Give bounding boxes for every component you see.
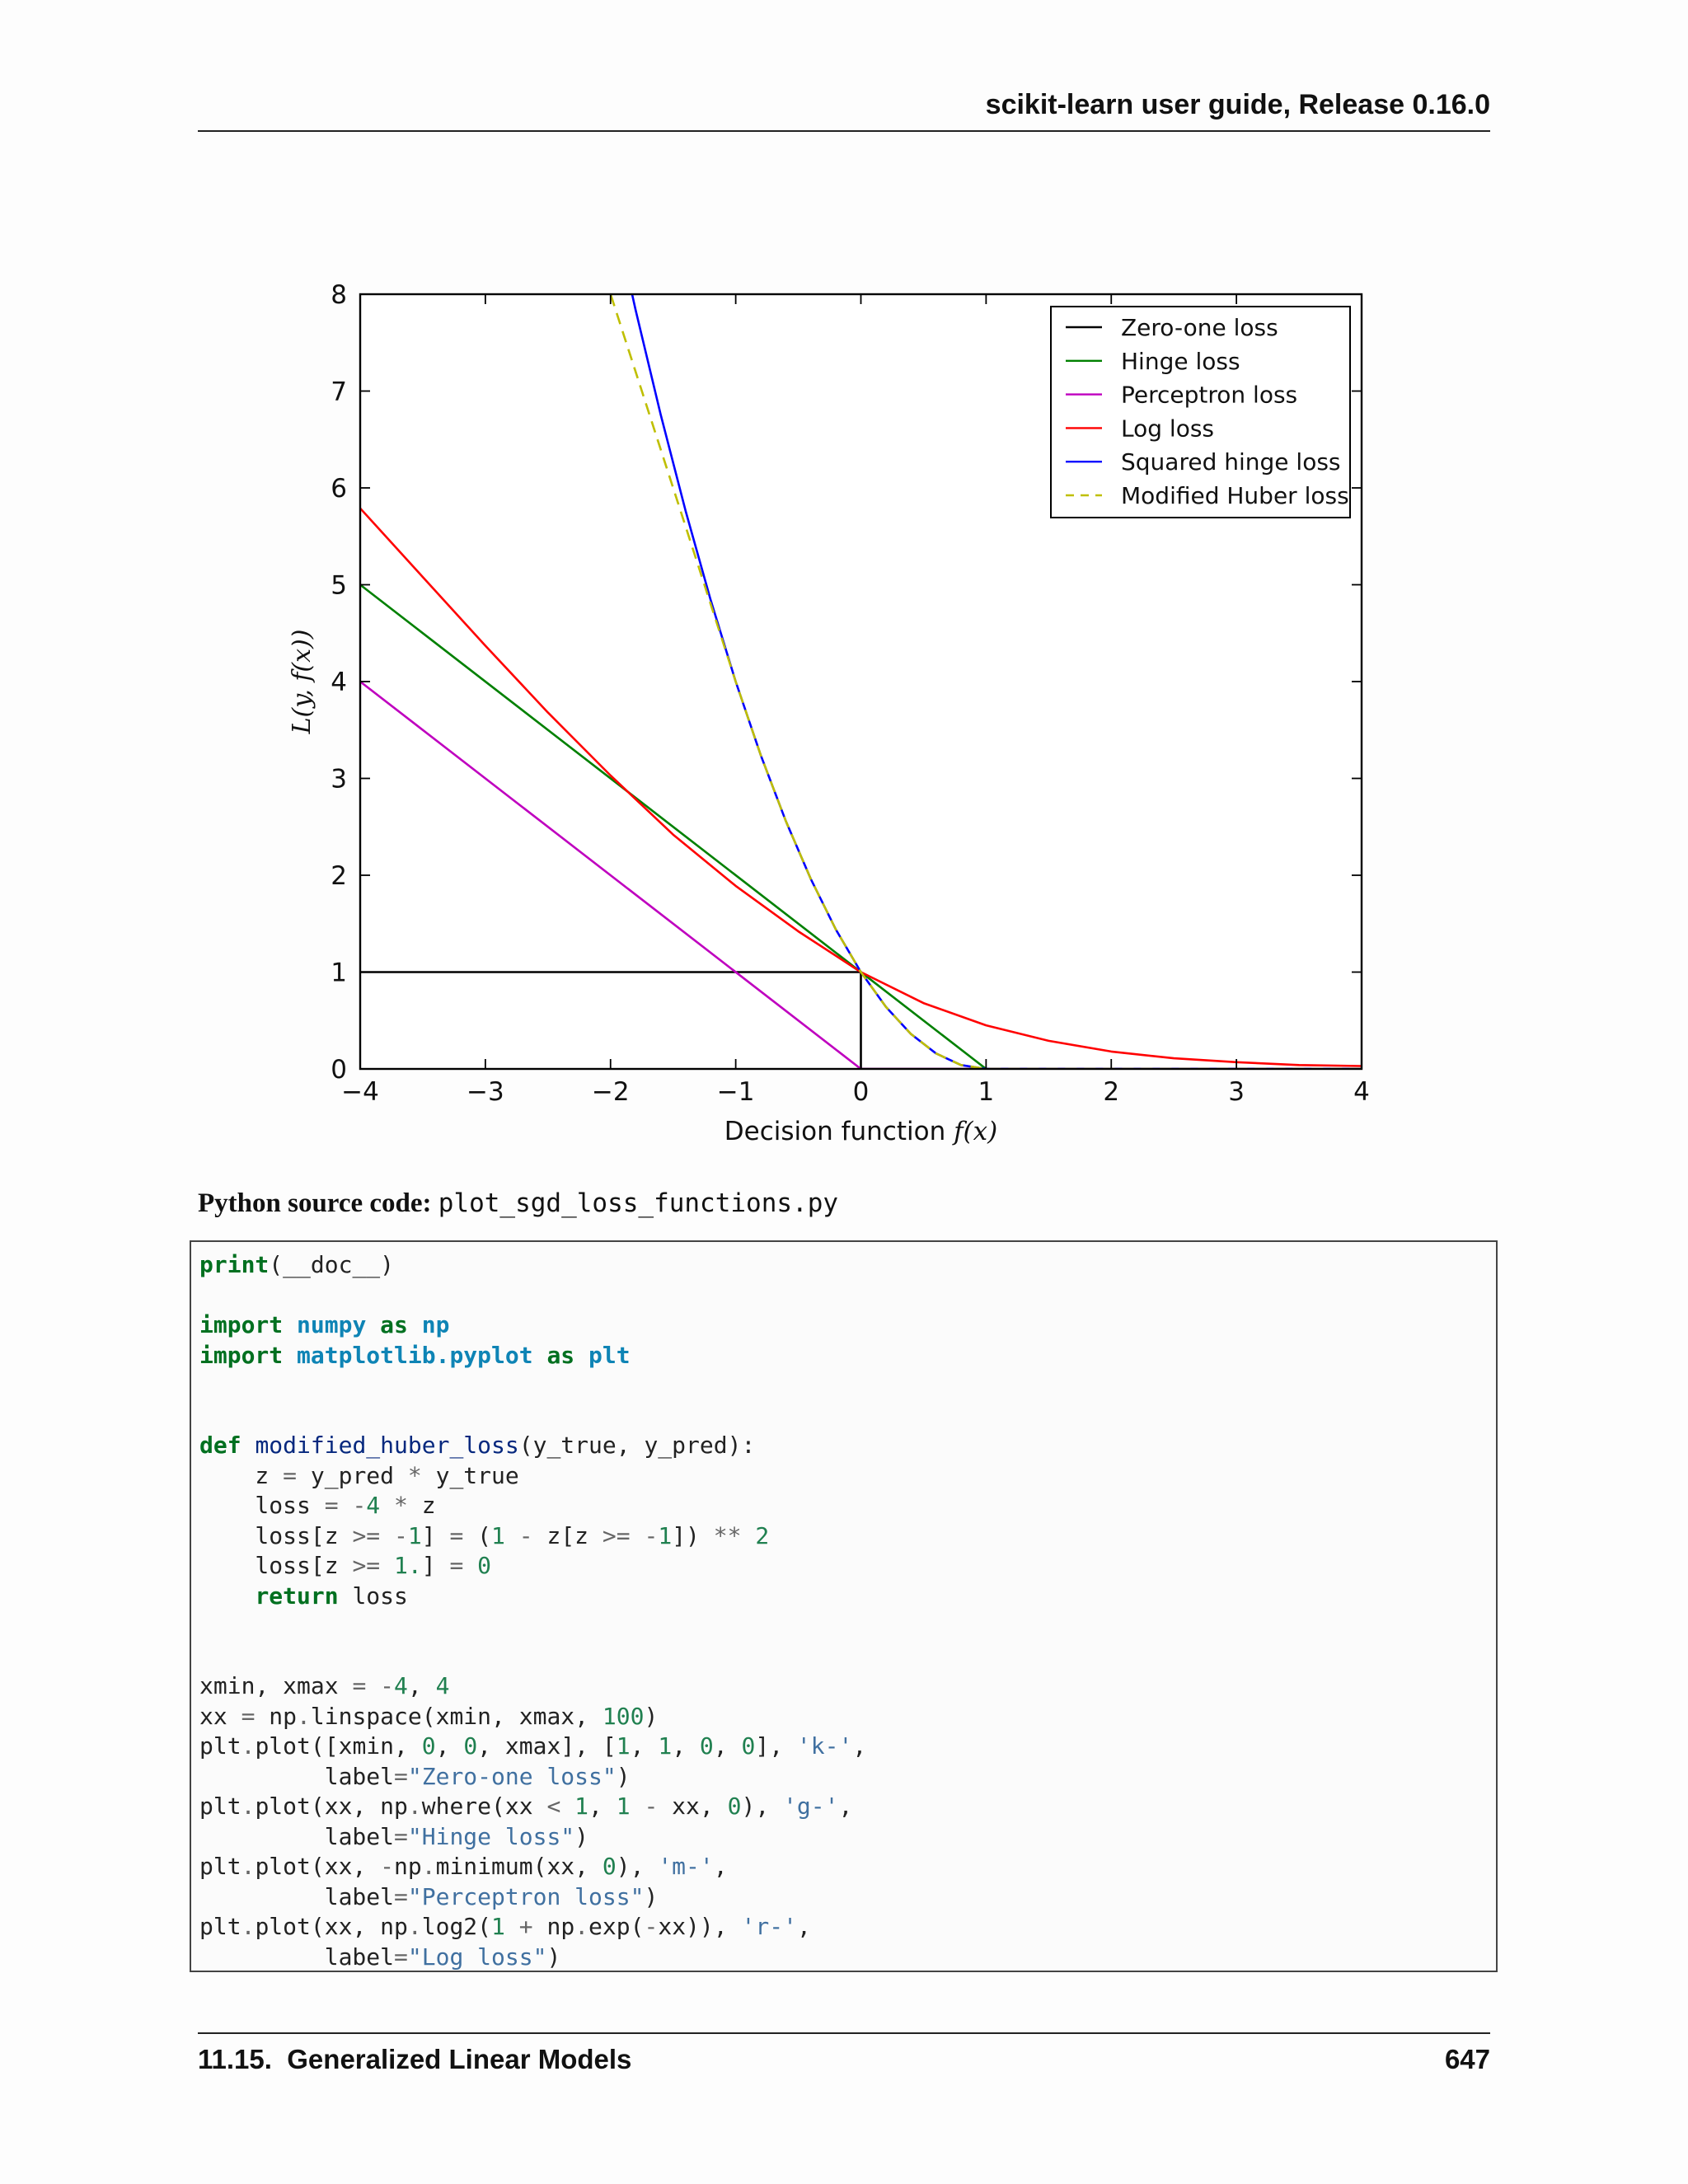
code-token: ,	[852, 1732, 867, 1760]
y-tick-label: 5	[331, 570, 347, 601]
code-token: .	[407, 1793, 422, 1820]
code-token: =	[394, 1762, 408, 1790]
code-token: z	[199, 1461, 284, 1489]
y-tick-label: 8	[331, 280, 347, 310]
code-token: y_pred	[297, 1461, 408, 1489]
code-token: as	[380, 1311, 408, 1338]
y-tick-label: 0	[331, 1055, 347, 1085]
legend-label: Hinge loss	[1121, 347, 1240, 375]
code-token: 2	[755, 1521, 770, 1549]
code-token: 1	[616, 1793, 631, 1820]
code-token: matplotlib.pyplot	[297, 1341, 533, 1369]
code-token: print	[199, 1251, 270, 1278]
code-token: "Hinge loss"	[407, 1822, 575, 1850]
loss-functions-plot	[272, 264, 1393, 1154]
code-token: 0	[477, 1552, 492, 1579]
code-token: 1	[491, 1913, 505, 1940]
code-line	[199, 1792, 1496, 1822]
x-axis-label-text: Decision function	[724, 1117, 954, 1146]
code-token: *	[407, 1461, 422, 1489]
code-token: .	[574, 1913, 589, 1940]
code-token: 1.	[394, 1552, 422, 1579]
code-token: ]	[421, 1552, 450, 1579]
x-tick-label: −4	[341, 1077, 379, 1107]
y-tick-label: 7	[331, 377, 347, 407]
code-token: loss[z	[199, 1521, 353, 1549]
x-tick-label: 2	[1103, 1077, 1120, 1107]
code-token: 0	[463, 1732, 478, 1760]
x-tick-label: −2	[591, 1077, 630, 1107]
code-token: =	[449, 1521, 464, 1549]
code-token: label	[199, 1822, 395, 1850]
code-token: plot(xx,	[255, 1853, 381, 1880]
code-token: ,	[838, 1793, 853, 1820]
code-line	[199, 1521, 1496, 1552]
code-token: =	[283, 1461, 298, 1489]
code-token: y_true	[421, 1461, 519, 1489]
code-token: plt	[199, 1732, 241, 1760]
code-token: =	[449, 1552, 464, 1579]
code-line	[199, 1281, 1496, 1311]
code-line	[199, 1762, 1496, 1793]
code-token	[366, 1672, 380, 1699]
code-token: xx)),	[658, 1913, 742, 1940]
code-token: 1	[616, 1732, 631, 1760]
legend-label: Log loss	[1121, 415, 1214, 443]
code-line	[199, 1943, 1496, 1973]
code-token: =	[394, 1943, 408, 1971]
code-line	[199, 1912, 1496, 1943]
source-caption	[198, 1188, 838, 1219]
code-token: label	[199, 1882, 395, 1910]
code-token: -	[380, 1853, 395, 1880]
code-token: loss	[199, 1492, 325, 1519]
code-token: minimum(xx,	[435, 1853, 603, 1880]
code-line	[199, 1852, 1496, 1882]
page-number: 647	[1444, 2044, 1490, 2074]
code-token	[366, 1311, 380, 1338]
code-token: log2(	[421, 1913, 492, 1940]
code-token: ,	[435, 1732, 464, 1760]
code-token: .	[297, 1702, 311, 1730]
code-token: ,	[407, 1672, 436, 1699]
code-token: 'm-'	[658, 1853, 714, 1880]
code-token	[408, 1311, 422, 1338]
code-token	[241, 1432, 256, 1459]
code-token: +	[518, 1913, 533, 1940]
code-token: np	[394, 1853, 422, 1880]
code-line	[199, 1732, 1496, 1762]
code-token: 1	[574, 1793, 589, 1820]
legend-label: Zero-one loss	[1121, 314, 1278, 341]
code-token: where(xx	[421, 1793, 547, 1820]
code-line	[199, 1310, 1496, 1341]
footer-section: 11.15. Generalized Linear Models	[198, 2044, 632, 2074]
code-token: plt	[199, 1853, 241, 1880]
code-token	[283, 1342, 297, 1369]
x-axis-label	[724, 1117, 997, 1146]
code-line	[199, 1551, 1496, 1582]
code-token: label	[199, 1762, 395, 1790]
code-token: 0	[727, 1793, 742, 1820]
code-line	[199, 1642, 1496, 1672]
code-token: -	[352, 1492, 367, 1519]
code-token: 4	[366, 1492, 381, 1519]
legend-label: Modified Huber loss	[1121, 482, 1349, 509]
code-token: )	[616, 1762, 631, 1790]
code-token: (__doc__)	[269, 1251, 395, 1278]
code-token	[339, 1492, 353, 1519]
code-token	[631, 1522, 645, 1549]
code-token: ),	[741, 1793, 784, 1820]
code-token: 1	[407, 1521, 422, 1549]
code-token: -	[518, 1521, 533, 1549]
code-token: 1	[658, 1732, 673, 1760]
code-line	[199, 1882, 1496, 1913]
code-token: ])	[672, 1521, 714, 1549]
code-token: 'k-'	[796, 1732, 853, 1760]
code-token: as	[546, 1341, 575, 1369]
code-token: plt	[199, 1913, 241, 1940]
code-token: =	[352, 1672, 367, 1699]
code-token	[380, 1492, 394, 1519]
code-block	[190, 1240, 1498, 1972]
code-token: =	[394, 1822, 408, 1850]
code-token: np	[532, 1913, 575, 1940]
code-line	[199, 1341, 1496, 1371]
x-tick-label: 3	[1228, 1077, 1245, 1107]
x-tick-label: 0	[852, 1077, 870, 1107]
x-tick-label: 1	[978, 1077, 995, 1107]
code-token: "Log loss"	[407, 1943, 547, 1971]
code-token: >=	[352, 1521, 381, 1549]
code-token	[505, 1913, 519, 1940]
y-axis-label: L(y, f(x))	[288, 629, 316, 734]
code-token: =	[241, 1702, 256, 1730]
code-token: .	[241, 1853, 256, 1880]
code-token: .	[241, 1913, 256, 1940]
code-line	[199, 1582, 1496, 1612]
code-line	[199, 1611, 1496, 1642]
code-token: <	[546, 1793, 561, 1820]
x-tick-label: −3	[467, 1077, 504, 1107]
code-token: 4	[435, 1672, 450, 1699]
code-token	[574, 1342, 588, 1369]
code-token: .	[241, 1793, 256, 1820]
code-token: import	[199, 1311, 284, 1338]
code-token: ,	[713, 1853, 728, 1880]
code-token	[283, 1311, 297, 1338]
code-token: >=	[602, 1521, 631, 1549]
code-token: "Zero-one loss"	[407, 1762, 617, 1790]
code-token: 100	[602, 1702, 645, 1730]
code-line	[199, 1491, 1496, 1521]
code-token: )	[644, 1882, 659, 1910]
code-token: .	[421, 1853, 436, 1880]
code-token: 'g-'	[783, 1793, 839, 1820]
code-token: -	[394, 1521, 408, 1549]
code-token: 0	[421, 1732, 436, 1760]
code-token: ),	[616, 1853, 659, 1880]
code-line	[199, 1371, 1496, 1401]
code-line	[199, 1461, 1496, 1492]
code-token: return	[255, 1582, 339, 1610]
code-token: loss[z	[199, 1552, 353, 1579]
code-token: 0	[699, 1732, 714, 1760]
code-token: z[z	[532, 1521, 603, 1549]
code-token: ]	[421, 1521, 450, 1549]
code-token: modified_huber_loss	[255, 1432, 519, 1459]
code-token: )	[644, 1702, 659, 1730]
code-token: .	[241, 1732, 256, 1760]
code-token: -	[644, 1913, 659, 1940]
code-token: loss	[338, 1582, 408, 1610]
code-token: ],	[755, 1732, 797, 1760]
legend-label: Perceptron loss	[1121, 381, 1298, 409]
code-token: z	[407, 1492, 436, 1519]
code-token: plt	[588, 1341, 631, 1369]
code-token: ,	[713, 1732, 742, 1760]
code-token: np	[255, 1702, 298, 1730]
legend	[1051, 307, 1350, 518]
y-tick-label: 3	[331, 764, 347, 794]
code-token: *	[394, 1492, 408, 1519]
code-token: -	[644, 1793, 659, 1820]
code-token: xx	[199, 1702, 241, 1730]
code-token: **	[713, 1521, 742, 1549]
code-token	[560, 1793, 574, 1820]
code-listing	[191, 1242, 1496, 1972]
code-token: 0	[741, 1732, 756, 1760]
code-token: .	[407, 1913, 422, 1940]
code-token	[380, 1522, 394, 1549]
code-token: 4	[394, 1672, 408, 1699]
code-token: ,	[672, 1732, 700, 1760]
code-line	[199, 1431, 1496, 1461]
page-footer	[198, 2032, 1490, 2074]
code-token: xmin, xmax	[199, 1672, 353, 1699]
code-token	[533, 1342, 547, 1369]
code-token: , xmax], [	[477, 1732, 617, 1760]
code-token	[463, 1552, 477, 1579]
code-token: 1	[491, 1521, 505, 1549]
code-line	[199, 1401, 1496, 1432]
code-token	[631, 1793, 645, 1820]
code-token	[505, 1522, 519, 1549]
code-token: (	[463, 1521, 492, 1549]
y-tick-label: 1	[331, 958, 347, 988]
code-token: numpy	[297, 1311, 367, 1338]
page-header	[198, 89, 1490, 132]
source-filename: plot_sgd_loss_functions.py	[438, 1188, 839, 1218]
x-tick-label: −1	[716, 1077, 755, 1107]
code-token: label	[199, 1943, 395, 1971]
code-token: def	[199, 1432, 241, 1459]
code-token: )	[574, 1822, 589, 1850]
code-token: (y_true, y_pred):	[518, 1432, 756, 1459]
code-token: "Perceptron loss"	[407, 1882, 645, 1910]
code-token: plot(xx, np	[255, 1913, 408, 1940]
y-tick-label: 2	[331, 861, 347, 891]
code-token: ,	[630, 1732, 659, 1760]
code-token: 'r-'	[741, 1913, 797, 1940]
code-token: )	[546, 1943, 561, 1971]
code-token: plt	[199, 1793, 241, 1820]
code-token	[199, 1582, 255, 1610]
code-token: linspace(xmin, xmax,	[310, 1702, 603, 1730]
code-token	[742, 1522, 756, 1549]
code-token: 1	[658, 1521, 673, 1549]
code-token: ,	[796, 1913, 811, 1940]
y-tick-label: 4	[331, 668, 347, 697]
code-token: exp(	[588, 1913, 645, 1940]
code-token: =	[394, 1882, 408, 1910]
code-token: ,	[588, 1793, 617, 1820]
code-token: 0	[602, 1853, 617, 1880]
source-label: Python source code:	[198, 1188, 438, 1218]
code-token: plot([xmin,	[255, 1732, 422, 1760]
running-header-title: scikit-learn user guide, Release 0.16.0	[985, 89, 1490, 120]
code-token: plot(xx, np	[255, 1793, 408, 1820]
code-token: xx,	[658, 1793, 728, 1820]
code-token: np	[421, 1311, 450, 1338]
code-token	[380, 1552, 394, 1579]
code-line	[199, 1702, 1496, 1732]
code-token: -	[380, 1672, 395, 1699]
legend-label: Squared hinge loss	[1121, 448, 1341, 476]
code-line	[199, 1250, 1496, 1281]
code-line	[199, 1822, 1496, 1853]
y-tick-label: 6	[331, 474, 347, 504]
code-token: -	[644, 1521, 659, 1549]
code-token: =	[324, 1492, 339, 1519]
code-token: >=	[352, 1552, 381, 1579]
code-line	[199, 1671, 1496, 1702]
x-tick-label: 4	[1353, 1077, 1370, 1107]
code-token: import	[199, 1341, 284, 1369]
x-axis-label-math: f(x)	[954, 1117, 998, 1146]
